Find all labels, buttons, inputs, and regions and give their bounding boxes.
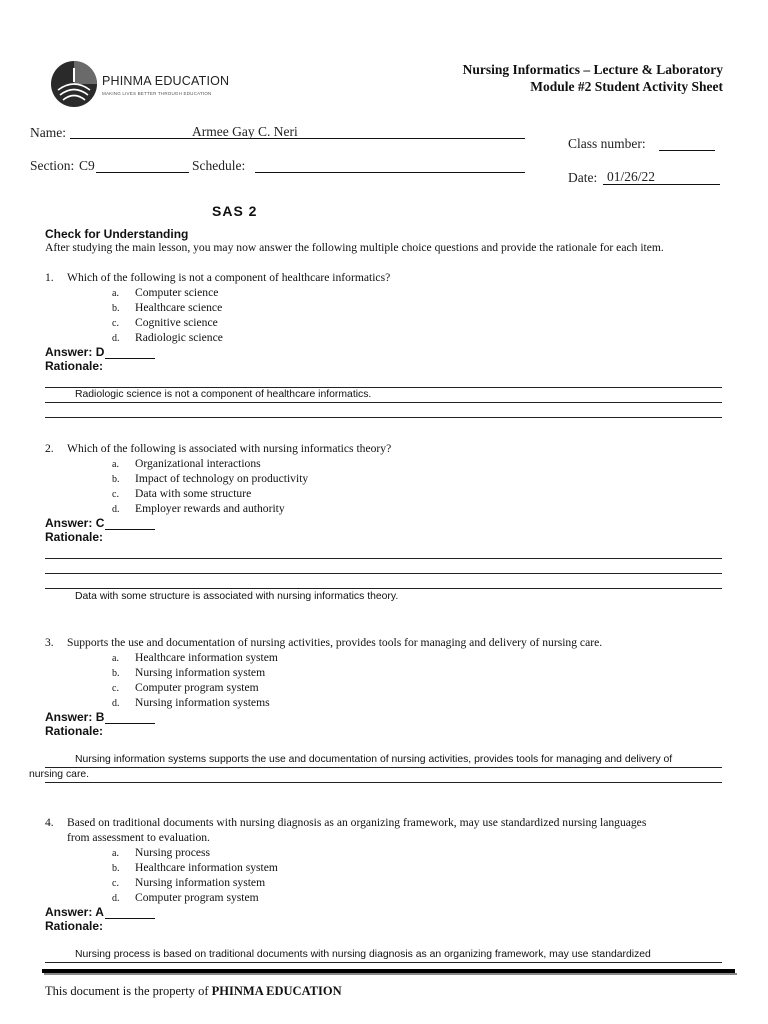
question-2 bbox=[45, 442, 391, 455]
rationale-line bbox=[45, 558, 722, 559]
name-label: Name: bbox=[30, 125, 66, 140]
answer-2: Answer: C bbox=[45, 516, 155, 530]
logo-name: PHINMA EDUCATION bbox=[102, 74, 230, 88]
footer-org: PHINMA EDUCATION bbox=[211, 984, 342, 998]
instructions: After studying the main lesson, you may now answer the following multiple choice questions and provide the rationale for each item. bbox=[45, 241, 664, 254]
date-label: Date: bbox=[568, 170, 598, 185]
schedule-field[interactable] bbox=[255, 172, 525, 173]
rationale-label-4: Rationale: bbox=[45, 919, 104, 933]
answer-4: Answer: A bbox=[45, 905, 155, 919]
rationale-1: Radiologic science is not a component of healthcare informatics. bbox=[75, 389, 372, 400]
option-1b: b. Healthcare science bbox=[112, 301, 223, 314]
rationale-4: Nursing process is based on traditional documents with nursing diagnosis as an organizing framework, may use standardized bbox=[75, 949, 651, 960]
section-heading: Check for Understanding bbox=[45, 227, 189, 241]
footer-divider-shadow bbox=[44, 973, 737, 975]
question-number: 1. bbox=[45, 271, 54, 284]
answer-3: Answer: B bbox=[45, 710, 155, 724]
rationale-2: Data with some structure is associated with nursing informatics theory. bbox=[75, 591, 399, 602]
section-label: Section: bbox=[30, 158, 75, 173]
rationale-3: Nursing information systems supports the use and documentation of nursing activities, provides tools for managing and delivery of bbox=[75, 754, 673, 765]
rationale-label-2: Rationale: bbox=[45, 530, 104, 544]
rationale-label-3: Rationale: bbox=[45, 724, 104, 738]
answer-1: Answer: D bbox=[45, 345, 155, 359]
module-subtitle: Module #2 Student Activity Sheet bbox=[530, 79, 723, 94]
section-field[interactable] bbox=[96, 172, 189, 173]
rationale-line bbox=[45, 588, 722, 589]
class-number-field[interactable] bbox=[659, 150, 715, 151]
name-value: Armee Gay C. Neri bbox=[192, 124, 298, 139]
phinma-logo-icon bbox=[50, 60, 98, 108]
rationale-line bbox=[45, 417, 722, 418]
option-4a: a. Nursing process bbox=[112, 846, 211, 859]
option-2b: b. Impact of technology on productivity bbox=[112, 472, 309, 485]
question-number: 2. bbox=[45, 442, 54, 455]
question-text: Which of the following is not a component of healthcare informatics? bbox=[67, 271, 391, 284]
footer-prefix: This document is the property of bbox=[45, 984, 209, 998]
option-4d: d. Computer program system bbox=[112, 891, 259, 904]
logo-tagline: MAKING LIVES BETTER THROUGH EDUCATION bbox=[102, 91, 212, 96]
rationale-3-cont: nursing care. bbox=[29, 769, 90, 780]
schedule-label: Schedule: bbox=[192, 158, 246, 173]
question-3 bbox=[45, 636, 602, 649]
question-number: 3. bbox=[45, 636, 54, 649]
rationale-line bbox=[45, 573, 722, 574]
option-2d: d. Employer rewards and authority bbox=[112, 502, 285, 515]
question-text: Based on traditional documents with nursing diagnosis as an organizing framework, may use standardized nursing languages bbox=[67, 816, 647, 829]
option-2a: a. Organizational interactions bbox=[112, 457, 261, 470]
date-value: 01/26/22 bbox=[607, 169, 656, 184]
question-1 bbox=[45, 271, 390, 284]
question-4-cont: from assessment to evaluation. bbox=[67, 831, 210, 844]
rationale-line bbox=[45, 387, 722, 388]
question-4 bbox=[45, 816, 646, 829]
option-4c: c. Nursing information system bbox=[112, 876, 266, 889]
module-title: Nursing Informatics – Lecture & Laboratory bbox=[462, 62, 723, 77]
question-number: 4. bbox=[45, 816, 54, 829]
option-2c: c. Data with some structure bbox=[112, 487, 252, 500]
sas-title: SAS 2 bbox=[212, 203, 258, 219]
rationale-line bbox=[45, 782, 722, 783]
section-value: C9 bbox=[79, 158, 95, 173]
option-3c: c. Computer program system bbox=[112, 681, 259, 694]
rationale-line bbox=[45, 402, 722, 403]
rationale-line bbox=[45, 767, 722, 768]
option-1a: a. Computer science bbox=[112, 286, 219, 299]
rationale-label-1: Rationale: bbox=[45, 359, 104, 373]
rationale-line bbox=[45, 962, 722, 963]
question-text: Supports the use and documentation of nursing activities, provides tools for managing and delivery of nursing care. bbox=[67, 636, 603, 649]
class-number-label: Class number: bbox=[568, 136, 646, 151]
option-1d: d. Radiologic science bbox=[112, 331, 223, 344]
question-text: Which of the following is associated with nursing informatics theory? bbox=[67, 442, 392, 455]
option-1c: c. Cognitive science bbox=[112, 316, 218, 329]
option-4b: b. Healthcare information system bbox=[112, 861, 278, 874]
footer bbox=[45, 984, 342, 999]
option-3a: a. Healthcare information system bbox=[112, 651, 278, 664]
option-3d: d. Nursing information systems bbox=[112, 696, 270, 709]
option-3b: b. Nursing information system bbox=[112, 666, 266, 679]
